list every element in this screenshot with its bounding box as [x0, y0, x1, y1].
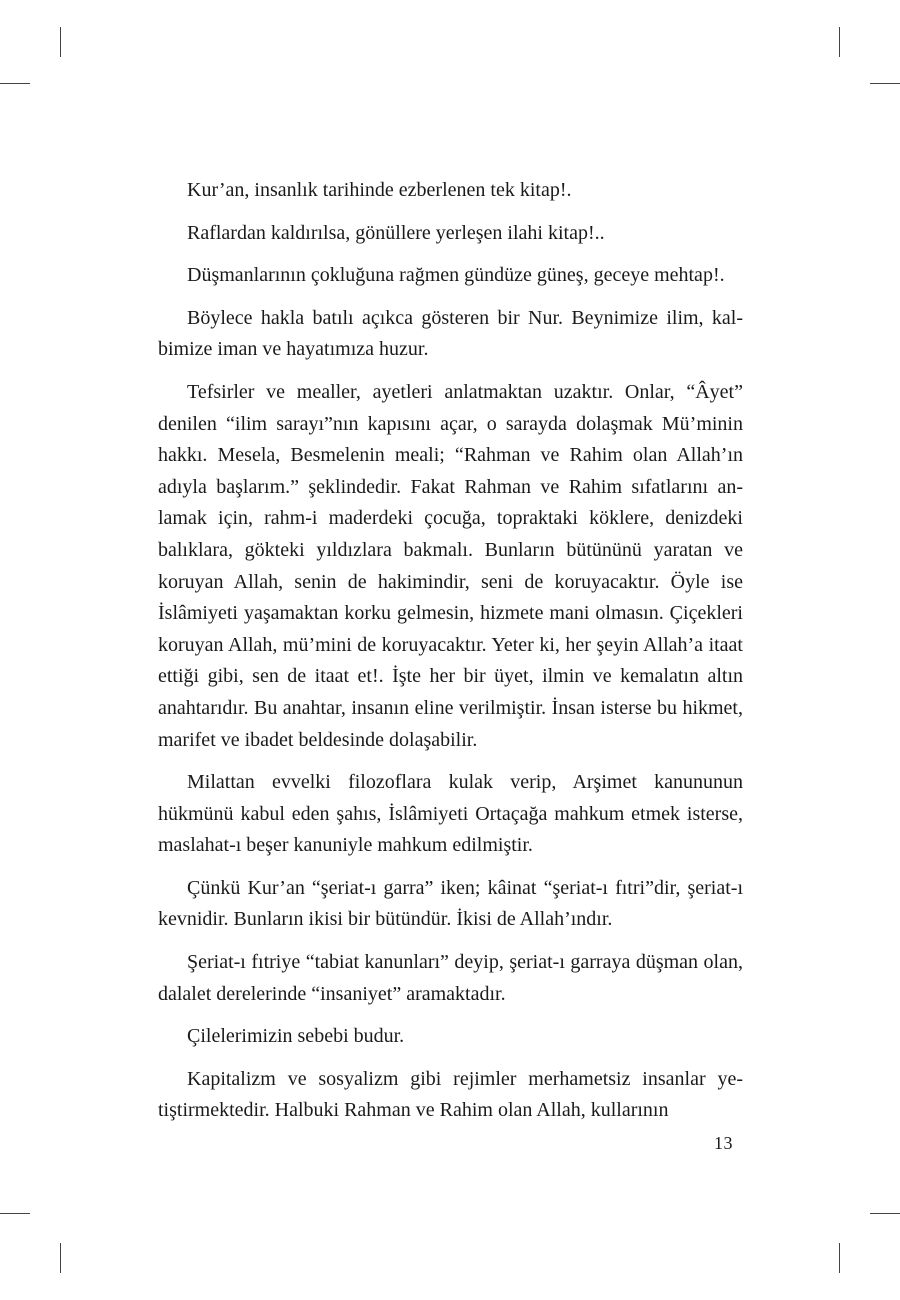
- crop-mark-top-left: [60, 27, 61, 57]
- crop-mark-bottom-left: [60, 1243, 61, 1273]
- crop-mark-top-right-horizontal: [870, 83, 900, 84]
- crop-mark-top-left-horizontal: [0, 83, 30, 84]
- paragraph: Raflardan kaldırılsa, gönüllere yerleşen ilahi kitap!..: [187, 221, 605, 244]
- paragraph: Kapitalizm ve sosyalizm gibi rejimler merhametsiz insanlar yetiştirmektedir. Halbuki Rahman ve Rahim olan Allah, kullarının: [158, 1067, 743, 1122]
- crop-mark-bottom-right: [839, 1243, 840, 1273]
- paragraph: Çilelerimizin sebebi budur.: [187, 1025, 405, 1048]
- crop-mark-top-right: [839, 27, 840, 57]
- page-number: 13: [714, 1133, 733, 1153]
- paragraph: Böylece hakla batılı açıkca gösteren bir Nur. Beynimize ilim, kalbimize iman ve hayatımıza huzur.: [158, 306, 743, 361]
- body-text: [158, 175, 743, 1138]
- paragraph: Düşmanlarının çokluğuna rağmen gündüze güneş, geceye mehtap!.: [187, 264, 725, 287]
- crop-mark-bottom-left-horizontal: [0, 1213, 30, 1214]
- paragraph: Tefsirler ve mealler, ayetleri anlatmaktan uzaktır. Onlar, “Âyet” denilen “ilim sarayı”nın kapısını açar, o sarayda dolaşmak Mü’minin hakkı. Mesela, Besmelenin meali; “Rahman ve Rahim olan Allah’ın adıyla başlarım.” şeklindedir. Fakat Rahman ve Rahim sıfatlarını anlamak için, rahm-i maderdeki çocuğa, topraktaki köklere, denizdeki balıklara, gökteki yıldızlara bakmalı. Bunların bütününü yaratan ve koruyan Allah, senin de hakimindir, seni de koruyacaktır. Öyle ise İslâmiyeti yaşamaktan korku gelmesin, hizmete mani olmasın. Çiçekleri koruyan Allah, mü’mini de koruyacaktır. Yeter ki, her şeyin Allah’a itaat ettiği gibi, sen de itaat et!. İşte her bir üyet, ilmin ve kemalatın altın anahtarıdır. Bu anahtar, insanın eline verilmiştir. İnsan isterse bu hikmet, marifet ve ibadet beldesinde dolaşabilir.: [158, 380, 743, 751]
- crop-mark-bottom-right-horizontal: [870, 1213, 900, 1214]
- paragraph: Kur’an, insanlık tarihinde ezberlenen tek kitap!.: [187, 179, 572, 201]
- paragraph: Çünkü Kur’an “şeriat-ı garra” iken; kâinat “şeriat-ı fıtri”dir, şeriat-ı kevnidir. Bunların ikisi bir bütündür. İkisi de Allah’ındır.: [158, 876, 743, 931]
- paragraph: Milattan evvelki filozoflara kulak verip, Arşimet kanununun hükmünü kabul eden şahıs, İslâmiyeti Ortaçağa mahkum etmek isterse, maslahat-ı beşer kanuniyle mahkum edilmiştir.: [158, 771, 743, 857]
- paragraph: Şeriat-ı fıtriye “tabiat kanunları” deyip, şeriat-ı garraya düşman olan, dalalet derelerinde “insaniyet” aramaktadır.: [158, 951, 743, 1005]
